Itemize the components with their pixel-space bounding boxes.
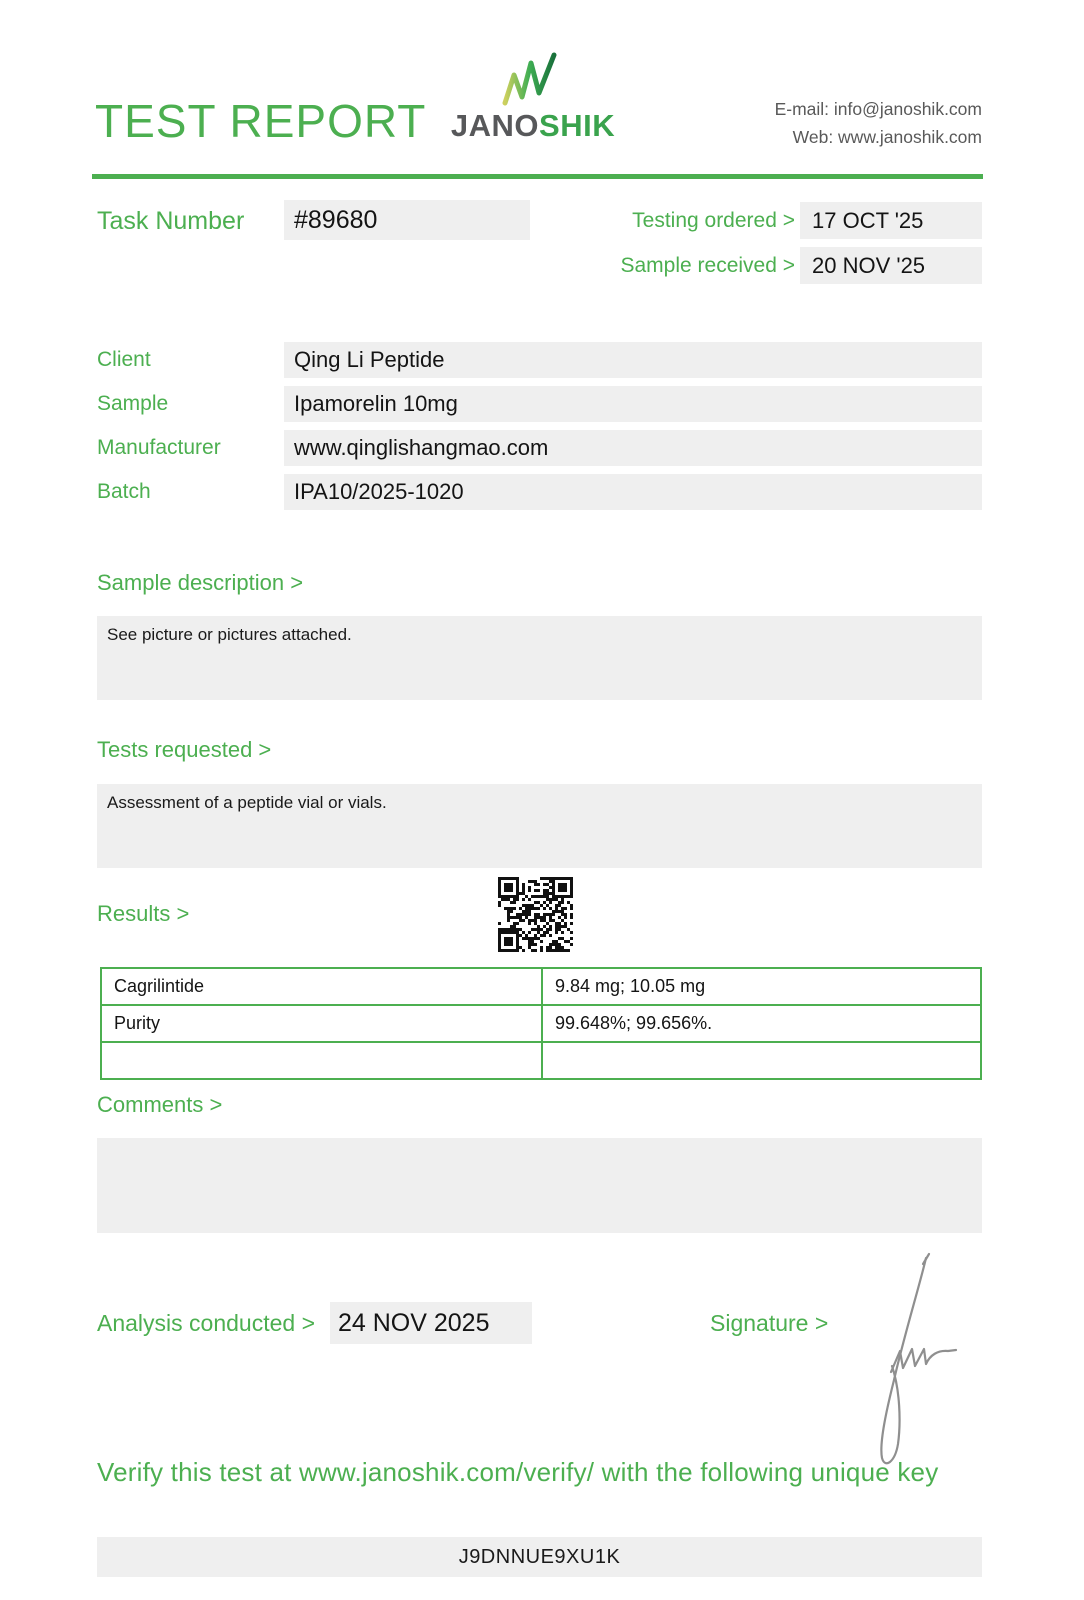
batch-value: IPA10/2025-1020 <box>284 474 982 510</box>
table-row <box>100 1041 982 1080</box>
task-number-value: #89680 <box>284 200 530 240</box>
unique-key-value: J9DNNUE9XU1K <box>97 1537 982 1577</box>
result-value <box>543 1043 980 1078</box>
signature-image <box>860 1250 970 1478</box>
contact-block <box>660 95 982 151</box>
verify-text: Verify this test at www.janoshik.com/verify/ with the following unique key <box>97 1457 939 1487</box>
result-value: 99.648%; 99.656%. <box>555 1013 713 1033</box>
tests-requested-heading: Tests requested > <box>97 737 272 762</box>
sample-description-box: See picture or pictures attached. <box>97 616 982 700</box>
task-number-label: Task Number <box>97 207 245 235</box>
result-name: Cagrilintide <box>102 969 543 1004</box>
header-divider <box>92 174 983 179</box>
janoshik-chart-icon <box>500 50 566 108</box>
result-name: Purity <box>102 1006 543 1041</box>
results-heading: Results > <box>97 901 190 926</box>
logo-jano: JANO <box>450 108 540 143</box>
results-table <box>100 967 982 1080</box>
logo-shik: SHIK <box>539 108 616 143</box>
comments-heading: Comments > <box>97 1092 223 1117</box>
table-row <box>100 967 982 1006</box>
sample-received-value: 20 NOV '25 <box>800 247 982 284</box>
manufacturer-value: www.qinglishangmao.com <box>284 430 982 466</box>
result-value: 9.84 mg; 10.05 mg <box>555 976 706 996</box>
batch-label: Batch <box>97 480 151 503</box>
contact-web: Web: www.janoshik.com <box>792 127 982 147</box>
sample-description-heading: Sample description > <box>97 570 304 595</box>
manufacturer-label: Manufacturer <box>97 436 221 459</box>
client-value: Qing Li Peptide <box>284 342 982 378</box>
result-name <box>102 1043 543 1078</box>
tests-requested-box: Assessment of a peptide vial or vials. <box>97 784 982 868</box>
qr-code <box>498 877 573 952</box>
comments-box <box>97 1138 982 1233</box>
signature-label: Signature > <box>710 1310 829 1336</box>
contact-email: E-mail: info@janoshik.com <box>774 99 982 119</box>
analysis-conducted-label: Analysis conducted > <box>97 1310 315 1336</box>
sample-value: Ipamorelin 10mg <box>284 386 982 422</box>
testing-ordered-label: Testing ordered > <box>632 209 795 232</box>
testing-ordered-value: 17 OCT '25 <box>800 202 982 239</box>
analysis-date-value: 24 NOV 2025 <box>330 1302 532 1344</box>
sample-received-label: Sample received > <box>620 254 795 277</box>
janoshik-logo <box>448 108 618 144</box>
client-label: Client <box>97 348 151 371</box>
table-row <box>100 1004 982 1043</box>
sample-label: Sample <box>97 392 169 415</box>
page-title: TEST REPORT <box>95 95 427 147</box>
